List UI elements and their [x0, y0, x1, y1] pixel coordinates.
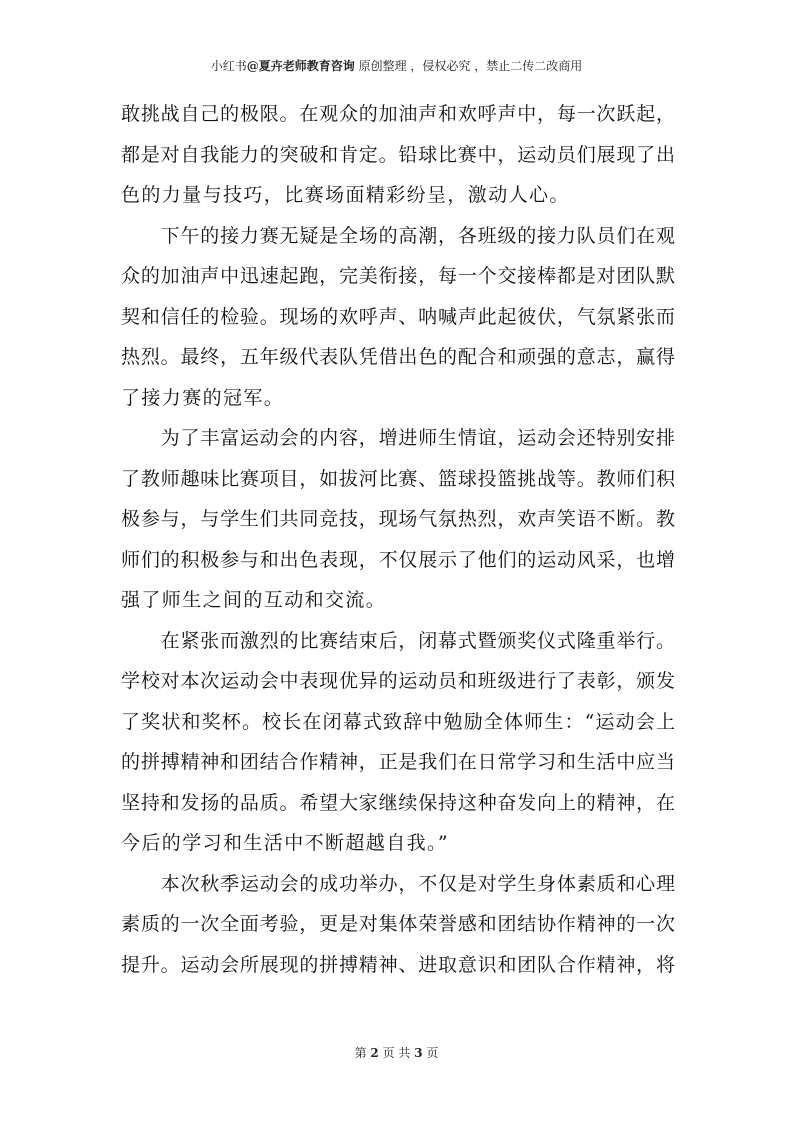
text-line: 热烈。最终，五年级代表队凭借出色的配合和顽强的意志，赢得 — [121, 346, 675, 368]
text-line: 素质的一次全面考验，更是对集体荣誉感和团结协作精神的一次 — [121, 913, 675, 935]
text-line: 了接力赛的冠军。 — [121, 386, 285, 409]
text-line: 众的加油声中迅速起跑，完美衔接，每一个交接棒都是对团队默 — [121, 265, 675, 287]
text-line: 提升。运动会所展现的拼搏精神、进取意识和团队合作精神，将 — [121, 953, 675, 976]
text-line: 学校对本次运动会中表现优异的运动员和班级进行了表彰，颁发 — [121, 670, 675, 692]
text-line: 下午的接力赛无疑是全场的高潮，各班级的接力队员们在观 — [121, 224, 675, 247]
paragraph — [121, 94, 675, 216]
text-line: 本次秋季运动会的成功举办，不仅是对学生身体素质和心理 — [121, 872, 675, 895]
total-page-count: 3 — [414, 1046, 423, 1060]
text-line: 师们的积极参与和出色表现，不仅展示了他们的运动风采，也增 — [121, 548, 675, 571]
paragraph — [121, 418, 675, 621]
document-body — [121, 94, 675, 985]
text-line: 都是对自我能力的突破和肯定。铅球比赛中，运动员们展现了出 — [121, 143, 675, 166]
text-line: 在紧张而激烈的比赛结束后，闭幕式暨颁奖仪式隆重举行。 — [121, 629, 675, 652]
header-brand: @夏卉老师教育咨询 — [246, 59, 355, 73]
text-line: 色的力量与技巧，比赛场面精彩纷呈，激动人心。 — [121, 184, 570, 206]
text-line: 了奖状和奖杯。校长在闭幕式致辞中勉励全体师生：“运动会上 — [121, 710, 675, 733]
text-line: 坚持和发扬的品质。希望大家继续保持这种奋发向上的精神，在 — [121, 791, 675, 814]
text-line: 为了丰富运动会的内容，增进师生情谊，运动会还特别安排 — [121, 427, 675, 449]
page-header — [0, 58, 793, 74]
text-line: 敢挑战自己的极限。在观众的加油声和欢呼声中，每一次跃起， — [121, 103, 675, 125]
paragraph — [121, 216, 675, 419]
footer-pre: 第 — [354, 1046, 371, 1060]
footer-mid: 页 共 — [378, 1046, 415, 1060]
page-footer — [0, 1045, 793, 1061]
text-line: 契和信任的检验。现场的欢呼声、呐喊声此起彼伏，气氛紧张而 — [121, 305, 675, 328]
current-page-number: 2 — [370, 1046, 379, 1060]
paragraph — [121, 864, 675, 986]
header-prefix: 小红书 — [210, 59, 247, 73]
text-line: 的拼搏精神和团结合作精神，正是我们在日常学习和生活中应当 — [121, 751, 675, 773]
header-notice: 原创整理 ，侵权必究 ，禁止二传二改商用 — [354, 59, 583, 73]
text-line: 极参与，与学生们共同竞技，现场气氛热烈，欢声笑语不断。教 — [121, 508, 675, 530]
text-line: 今后的学习和生活中不断超越自我。” — [121, 832, 450, 854]
paragraph — [121, 621, 675, 864]
footer-post: 页 — [422, 1046, 439, 1060]
text-line: 强了师生之间的互动和交流。 — [121, 589, 387, 611]
text-line: 了教师趣味比赛项目，如拔河比赛、篮球投篮挑战等。教师们积 — [121, 467, 675, 490]
